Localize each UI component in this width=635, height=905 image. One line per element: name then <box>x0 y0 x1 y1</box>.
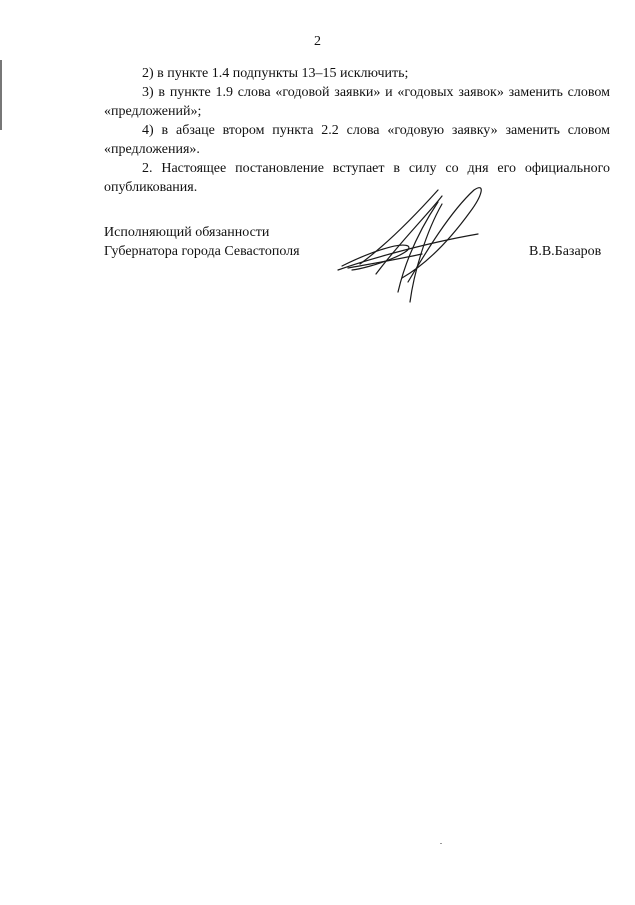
handwritten-signature <box>330 182 490 307</box>
signer-name: В.В.Базаров <box>529 244 602 259</box>
scan-speck <box>440 843 442 844</box>
signatory-position <box>104 223 300 261</box>
position-line-1: Исполняющий обязанности <box>104 225 270 240</box>
page-number: 2 <box>314 34 321 49</box>
paragraph-item-3: 3) в пункте 1.9 слова «годовой заявки» и «годовых заявок» заменить словом «предложений»; <box>104 85 610 119</box>
paragraph-item-2: 2) в пункте 1.4 подпункты 13–15 исключить; <box>142 66 409 81</box>
paragraph-effective-date: 2. Настоящее постановление вступает в силу со дня его официального опубликования. <box>104 161 610 195</box>
position-line-2: Губернатора города Севастополя <box>104 244 300 259</box>
document-body <box>104 64 610 197</box>
paragraph-item-4: 4) в абзаце втором пункта 2.2 слова «годовую заявку» заменить словом «предложения». <box>104 123 610 157</box>
scan-edge-mark <box>0 60 2 130</box>
